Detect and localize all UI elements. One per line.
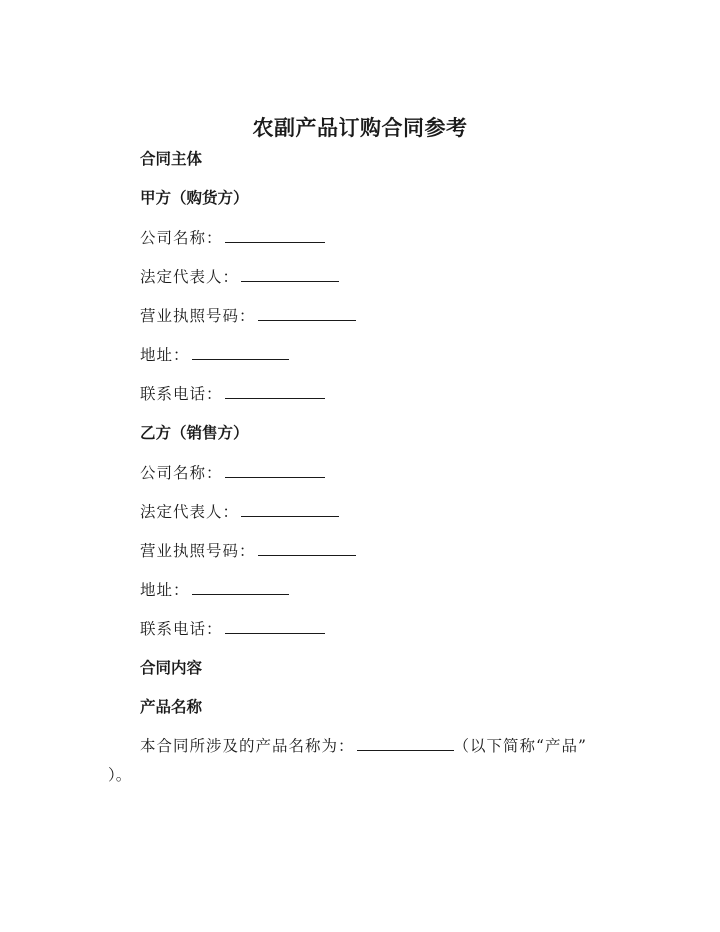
party-a-legal-rep-blank <box>241 267 339 282</box>
party-a-company-label: 公司名称： <box>140 229 223 247</box>
party-a-phone-label: 联系电话： <box>140 385 223 403</box>
party-b-phone-label: 联系电话： <box>140 620 223 638</box>
party-b-license-row <box>140 540 356 562</box>
party-b-address-row <box>140 579 289 601</box>
party-a-company-blank <box>225 228 325 243</box>
party-b-company-label: 公司名称： <box>140 464 223 482</box>
product-sentence-row <box>140 735 587 757</box>
product-name-heading: 产品名称 <box>140 697 203 716</box>
section-heading-subject: 合同主体 <box>140 149 203 168</box>
party-a-license-row <box>140 305 356 327</box>
party-a-license-blank <box>258 306 356 321</box>
party-b-address-blank <box>192 580 289 595</box>
party-a-address-row <box>140 344 289 366</box>
party-b-company-blank <box>225 463 325 478</box>
party-b-phone-row <box>140 618 325 640</box>
party-b-license-blank <box>258 541 356 556</box>
party-a-address-label: 地址： <box>140 346 190 364</box>
product-sentence-after: （以下简称“产品” <box>453 737 587 755</box>
product-sentence-before: 本合同所涉及的产品名称为： <box>140 737 355 755</box>
party-b-phone-blank <box>225 619 325 634</box>
party-a-license-label: 营业执照号码： <box>140 307 256 325</box>
party-b-legal-rep-row <box>140 501 339 523</box>
party-a-legal-rep-label: 法定代表人： <box>140 268 240 286</box>
party-b-license-label: 营业执照号码： <box>140 542 256 560</box>
section-heading-content: 合同内容 <box>140 658 203 677</box>
party-a-legal-rep-row <box>140 266 339 288</box>
party-b-company-row <box>140 462 325 484</box>
party-a-heading: 甲方（购货方） <box>140 188 249 207</box>
party-a-phone-row <box>140 383 325 405</box>
party-b-legal-rep-blank <box>241 502 339 517</box>
document-title: 农副产品订购合同参考 <box>252 115 468 140</box>
party-a-company-row <box>140 227 325 249</box>
party-a-phone-blank <box>225 384 325 399</box>
party-b-address-label: 地址： <box>140 581 190 599</box>
party-b-legal-rep-label: 法定代表人： <box>140 503 240 521</box>
product-sentence-continuation: ）。 <box>108 766 132 784</box>
product-name-blank <box>357 736 454 751</box>
party-a-address-blank <box>192 345 289 360</box>
party-b-heading: 乙方（销售方） <box>140 423 249 442</box>
